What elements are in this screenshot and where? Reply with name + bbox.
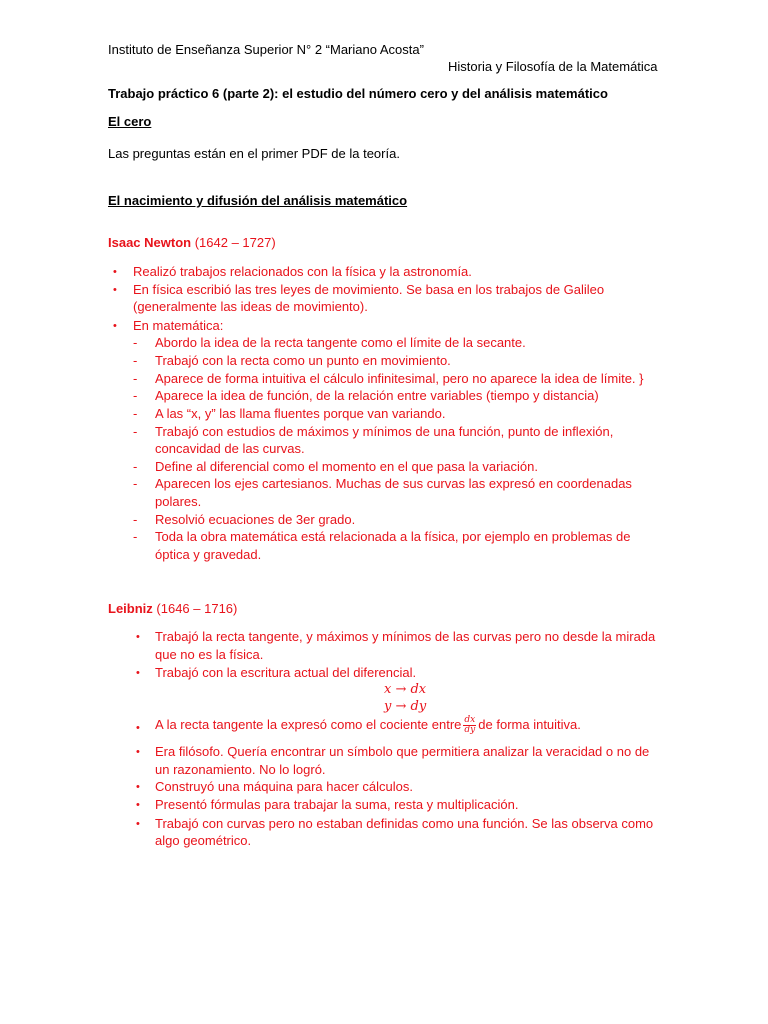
bullet-marker: • <box>136 667 140 679</box>
list-item: En física escribió las tres leyes de movimiento. Se basa en los trabajos de Galileo <box>133 282 605 297</box>
bullet-marker: • <box>113 284 117 296</box>
dash-marker: - <box>133 476 138 491</box>
newton-dates: (1642 – 1727) <box>194 235 276 250</box>
subject-name: Historia y Filosofía de la Matemática <box>448 59 658 74</box>
bullet-marker: • <box>113 320 117 332</box>
list-item: concavidad de las curvas. <box>155 441 305 456</box>
list-item: Trabajó la recta tangente, y máximos y mínimos de las curvas pero no desde la mirada <box>155 629 656 644</box>
list-item: Trabajó con la recta como un punto en movimiento. <box>155 353 451 368</box>
list-item: Trabajó con la escritura actual del diferencial. <box>155 665 417 680</box>
list-item-fraction <box>155 716 581 735</box>
list-item: polares. <box>155 494 202 509</box>
dash-marker: - <box>133 406 138 421</box>
bullet-marker: • <box>136 781 140 793</box>
fraction-numerator: dx <box>464 715 476 725</box>
dash-marker: - <box>133 335 138 350</box>
list-item: A las “x, y” las llama fluentes porque van variando. <box>155 406 446 421</box>
list-item: Era filósofo. Quería encontrar un símbolo que permitiera analizar la veracidad o no de <box>155 744 650 759</box>
section-heading-cero: El cero <box>108 114 152 129</box>
list-item: Define al diferencial como el momento en el que pasa la variación. <box>155 459 538 474</box>
fraction-dx-dy <box>463 716 476 735</box>
leibniz-heading <box>108 601 237 616</box>
section-heading-analysis: El nacimiento y difusión del análisis matemático <box>108 193 408 208</box>
dash-marker: - <box>133 388 138 403</box>
list-item: un razonamiento. No lo logró. <box>155 762 326 777</box>
dash-marker: - <box>133 353 138 368</box>
leibniz-name: Leibniz <box>108 601 153 616</box>
dash-marker: - <box>133 424 138 439</box>
formula-x-dx: x → dx <box>384 682 427 697</box>
list-item: Aparecen los ejes cartesianos. Muchas de sus curvas las expresó en coordenadas <box>155 476 632 491</box>
list-item: Resolvió ecuaciones de 3er grado. <box>155 512 356 527</box>
bullet-marker: • <box>136 746 140 758</box>
list-item: Aparece la idea de función, de la relación entre variables (tiempo y distancia) <box>155 388 599 403</box>
fraction-outro: de forma intuitiva. <box>478 716 581 732</box>
list-item: Trabajó con estudios de máximos y mínimos de una función, punto de inflexión, <box>155 424 614 439</box>
list-item: Construyó una máquina para hacer cálculos. <box>155 779 413 794</box>
bullet-marker: • <box>136 818 140 830</box>
section-text-cero: Las preguntas están en el primer PDF de la teoría. <box>108 146 400 161</box>
list-item: Realizó trabajos relacionados con la física y la astronomía. <box>133 264 472 279</box>
leibniz-dates: (1646 – 1716) <box>156 601 238 616</box>
list-item: Trabajó con curvas pero no estaban definidas como una función. Se las observa como <box>155 816 654 831</box>
bullet-marker: • <box>113 266 117 278</box>
dash-marker: - <box>133 512 138 527</box>
formula-y-dy: y → dy <box>384 699 427 714</box>
fraction-intro: A la recta tangente la expresó como el cociente entre <box>155 716 462 732</box>
dash-marker: - <box>133 371 138 386</box>
list-item: En matemática: <box>133 318 224 333</box>
dash-marker: - <box>133 529 138 544</box>
bullet-marker: • <box>136 631 140 643</box>
bullet-marker: • <box>136 722 140 734</box>
list-item: que no es la física. <box>155 647 264 662</box>
list-item: algo geométrico. <box>155 833 252 848</box>
list-item: Aparece de forma intuitiva el cálculo infinitesimal, pero no aparece la idea de límite. } <box>155 371 644 386</box>
bullet-marker: • <box>136 799 140 811</box>
list-item: Abordo la idea de la recta tangente como el límite de la secante. <box>155 335 526 350</box>
list-item: (generalmente las ideas de movimiento). <box>133 299 368 314</box>
document-title: Trabajo práctico 6 (parte 2): el estudio del número cero y del análisis matemático <box>108 86 608 101</box>
list-item: Toda la obra matemática está relacionada a la física, por ejemplo en problemas de <box>155 529 631 544</box>
list-item: óptica y gravedad. <box>155 547 262 562</box>
fraction-denominator: dy <box>464 725 476 735</box>
newton-name: Isaac Newton <box>108 235 192 250</box>
dash-marker: - <box>133 459 138 474</box>
list-item: Presentó fórmulas para trabajar la suma, resta y multiplicación. <box>155 797 519 812</box>
newton-heading <box>108 235 276 250</box>
institute-name: Instituto de Enseñanza Superior N° 2 “Mariano Acosta” <box>108 42 424 57</box>
